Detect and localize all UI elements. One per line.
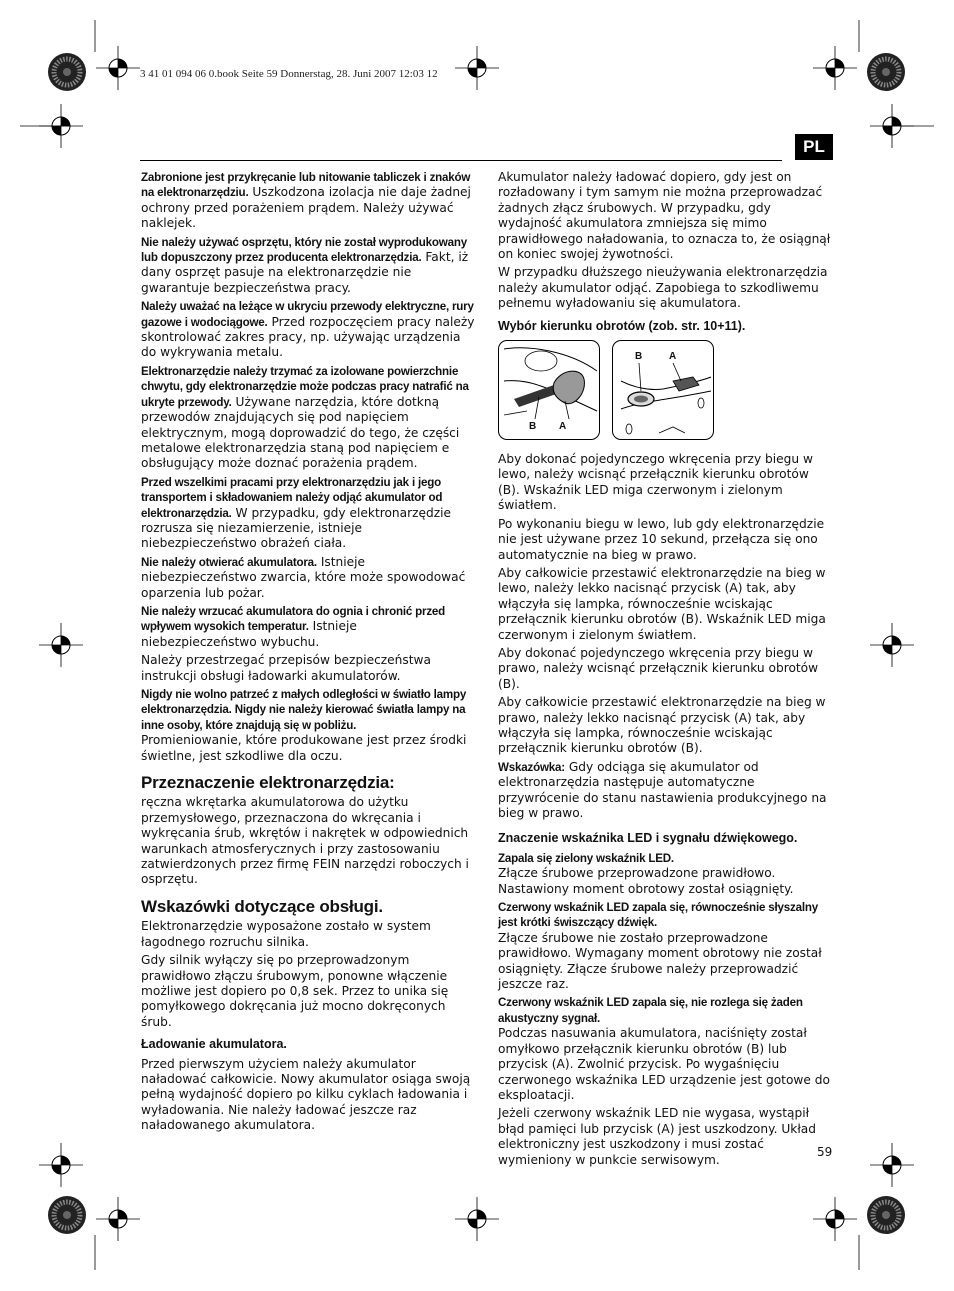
figure-switch-side — [498, 340, 600, 440]
paragraph — [141, 299, 475, 361]
paragraph: Jeżeli czerwony wskaźnik LED nie wygasa, wystąpił błąd pamięci lub przycisk (A) jest uszkodzony. Układ elektroniczny jest uszkodzony i musi zostać wymieniony w punkcie serwisowym. — [498, 1106, 816, 1167]
body-text: Fakt, iż dany osprzęt pasuje na elektronarzędzie nie gwarantuje bezpieczeństwa pracy. — [141, 250, 469, 295]
paragraph: Przed pierwszym użyciem należy akumulator naładować całkowicie. Nowy akumulator osiąga swoją pełną wydajność dopiero po kilku cyklach ładowania i wyładowania. Nie należy ładować jeszcze raz naładowanego akumulatora. — [141, 1056, 471, 1133]
bold-lead: Wskazówka: — [498, 760, 565, 774]
paragraph: Aby całkowicie przestawić elektronarzędzie na bieg w lewo, należy lekko nacisnąć przycisk (A) tak, aby włączyła się lampka, równocześnie wciskając przełącznik kierunku obrotów (B). Wskaźnik LED miga czerwonym i zielonym światłem. — [498, 565, 826, 642]
tool-top-illustration — [613, 341, 713, 439]
paragraph: Aby dokonać pojedynczego wkręcenia przy biegu w lewo, należy wcisnąć przełącznik kierunku obrotów (B). Wskaźnik LED miga czerwonym i zielonym światłem. — [498, 452, 813, 513]
paragraph — [141, 364, 475, 472]
label-b: B — [529, 421, 537, 433]
bold-lead: Elektronarzędzie należy trzymać za izolowane powierzchnie chwytu, gdy elektronarzędzie może podczas pracy natrafić na ukryte przewody. — [141, 364, 469, 409]
section-heading-purpose: Przeznaczenie elektronarzędzia: — [141, 773, 395, 793]
bold-lead: Nie należy używać osprzętu, który nie został wyprodukowany lub dopuszczony przez producenta elektronarzędzia. — [141, 235, 467, 265]
paragraph — [498, 760, 834, 822]
paragraph — [498, 900, 834, 931]
bold-lead: Nie należy wrzucać akumulatora do ognia i chronić przed wpływem wysokich temperatur. — [141, 604, 446, 634]
paragraph — [498, 995, 834, 1026]
label-a: A — [559, 421, 567, 433]
label-a: A — [669, 351, 677, 363]
paragraph: Akumulator należy ładować dopiero, gdy jest on rozładowany i tym samym nie można przeprowadzać żadnych złącz śrubowych. W przypadku, gdy wydajność akumulatora zmniejsza się mimo prawidłowego naładowania, to oznacza to, że osiągnął on koniec swojej żywotności. — [498, 170, 831, 262]
paragraph — [141, 235, 475, 297]
left-column — [141, 170, 475, 1137]
paragraph: Podczas nasuwania akumulatora, naciśnięty został omyłkowo przełącznik kierunku obrotów (B) lub przycisk (A). Zwolnić przycisk. Po wygaśnięciu czerwonego wskaźnika LED urządzenie jest gotowe do eksploatacji. — [498, 1026, 830, 1102]
body-text: Uszkodzona izolacja nie daje żadnej ochrony przed porażeniem prądem. Należy używać naklejek. — [141, 185, 471, 231]
bold-lead: Nigdy nie wolno patrzeć z małych odległości w światło lampy elektronarzędzia. Nigdy nie należy kierować światła lampy na inne osoby, które znajdują się w pobliżu. — [141, 688, 467, 732]
bold-lead: Przed wszelkimi pracami przy elektronarzędziu jak i jego transportem i składowaniem należy odjąć akumulator od elektronarzędzia. — [141, 475, 443, 520]
body-text: Istnieje niebezpieczeństwo zwarcia, które może spowodować oparzenia lub pożar. — [141, 554, 466, 600]
figure-switch-top — [612, 340, 714, 440]
paragraph: Po wykonaniu biegu w lewo, lub gdy elektronarzędzie nie jest używane przez 10 sekund, przełącza się ono automatycznie na bieg w prawo. — [498, 516, 825, 562]
paragraph: Złącze śrubowe nie zostało przeprowadzone prawidłowo. Wymagany moment obrotowy nie został osiągnięty. Złącze śrubowe należy przeprowadzić jeszcze raz. — [498, 930, 822, 992]
paragraph — [141, 604, 475, 650]
label-b: B — [635, 351, 643, 363]
paragraph: W przypadku dłuższego nieużywania elektronarzędzia należy akumulator odjąć. Zapobiega to szkodliwemu pełnemu wyładowaniu się akumulatora. — [498, 265, 828, 311]
paragraph — [141, 170, 475, 232]
paragraph: Należy przestrzegać przepisów bezpieczeństwa instrukcji obsługi ładowarki akumulatorów. — [141, 653, 431, 683]
language-tab: PL — [795, 134, 833, 160]
header-rule — [140, 160, 782, 161]
paragraph — [141, 555, 475, 601]
paragraph: Aby dokonać pojedynczego wkręcenia przy biegu w prawo, należy wcisnąć przełącznik kierunku obrotów (B). — [498, 645, 819, 691]
figure-group — [498, 340, 834, 440]
subheading-direction: Wybór kierunku obrotów (zob. str. 10+11). — [498, 318, 746, 333]
bold-lead: Czerwony wskaźnik LED zapala się, nie rozlega się żaden akustyczny sygnał. — [498, 996, 803, 1025]
page-number: 59 — [817, 1145, 833, 1159]
paragraph: Elektronarzędzie wyposażone zostało w system łagodnego rozruchu silnika. — [141, 919, 431, 949]
body-text: Przed rozpoczęciem pracy należy skontrolować zakres pracy, np. używając urządzenia do wykrywania metalu. — [141, 314, 475, 360]
body-text: W przypadku, gdy elektronarzędzie rozrusza się niezamierzenie, istnieje niebezpieczeństwo obrażeń ciała. — [141, 505, 452, 551]
bold-lead: Czerwony wskaźnik LED zapala się, równocześnie słyszalny jest krótki świszczący dźwięk. — [498, 901, 818, 930]
body-text: Gdy odciąga się akumulator od elektronarzędzia następuje automatyczne przywrócenie do stanu nastawienia produkcyjnego na bieg w prawo. — [498, 759, 827, 820]
bold-lead: Należy uważać na leżące w ukryciu przewody elektryczne, rury gazowe i wodociągowe. — [141, 300, 474, 329]
section-heading-usage: Wskazówki dotyczące obsługi. — [141, 896, 383, 916]
paragraph — [498, 851, 834, 866]
tool-side-illustration — [499, 341, 599, 439]
paragraph: Promieniowanie, które produkowane jest przez środki świetlne, jest szkodliwe dla oczu. — [141, 733, 467, 763]
bold-lead: Zapala się zielony wskaźnik LED. — [498, 851, 674, 865]
right-column — [498, 170, 834, 1171]
paragraph — [141, 687, 475, 733]
paragraph: Gdy silnik wyłączy się po przeprowadzonym prawidłowo złączu śrubowym, ponowne włączenie możliwe jest dopiero po 0,8 sek. Przez to unika się pomyłkowego dokręcania już mocno dokręconych śrub. — [141, 953, 449, 1029]
body-text: Używane narzędzia, które dotkną przewodów znajdujących się pod napięciem elektrycznym, mogą doprowadzić do tego, że części metalowe elektronarzędzia staną pod napięciem e obsługujący może doznać porażenia prądem. — [141, 394, 460, 471]
paragraph — [141, 475, 475, 552]
paragraph: Aby całkowicie przestawić elektronarzędzie na bieg w prawo, należy lekko nacisnąć przycisk (A) tak, aby włączyła się lampka, równocześnie wciskając przełącznik kierunku obrotów (B). — [498, 695, 826, 756]
paragraph: ręczna wkrętarka akumulatorowa do użytku przemysłowego, przeznaczona do wkręcania i wykręcania śrub, wkrętów i nakrętek w odpowiednich warunkach atmosferycznych i przy zastosowaniu zatwierdzonych przez firmę FEIN narzędzi roboczych i osprzętu. — [141, 795, 469, 887]
paragraph: Złącze śrubowe przeprowadzone prawidłowo. Nastawiony moment obrotowy został osiągnięty. — [498, 866, 794, 896]
subheading-led: Znaczenie wskaźnika LED i sygnału dźwiękowego. — [498, 831, 798, 846]
body-text: Istnieje niebezpieczeństwo wybuchu. — [141, 619, 357, 649]
subheading-charging: Ładowanie akumulatora. — [141, 1037, 287, 1052]
bold-lead: Zabronione jest przykręcanie lub nitowanie tabliczek i znaków na elektronarzędziu. — [141, 171, 471, 200]
bold-lead: Nie należy otwierać akumulatora. — [141, 555, 317, 569]
file-info: 3 41 01 094 06 0.book Seite 59 Donnerstag, 28. Juni 2007 12:03 12 — [140, 68, 438, 80]
